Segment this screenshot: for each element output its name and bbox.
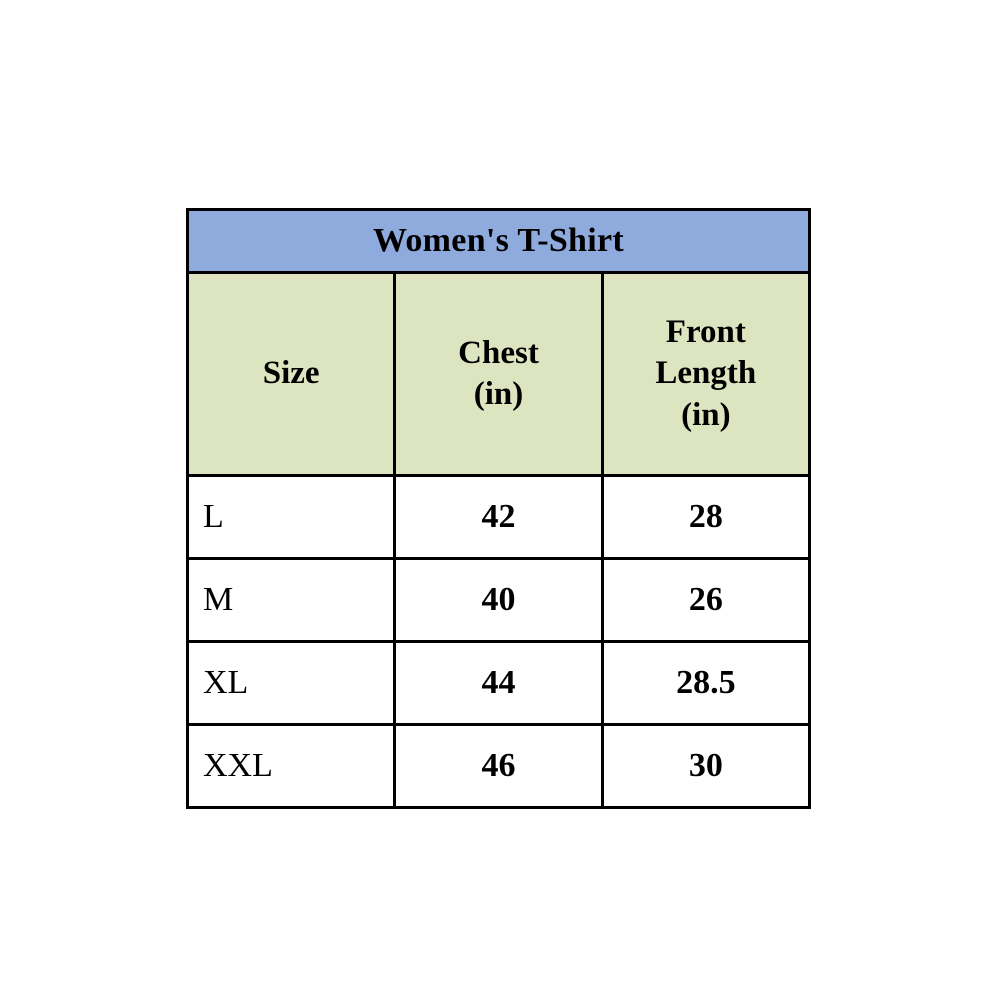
table-row bbox=[188, 725, 810, 808]
cell-chest: 44 bbox=[395, 642, 602, 725]
cell-front-length: 28 bbox=[602, 476, 809, 559]
column-header-chest-line2: (in) bbox=[473, 376, 524, 412]
cell-chest: 42 bbox=[395, 476, 602, 559]
cell-front-length: 26 bbox=[602, 559, 809, 642]
cell-size: M bbox=[188, 559, 395, 642]
column-header-front-length-line2: Length bbox=[655, 355, 757, 392]
cell-size: XL bbox=[188, 642, 395, 725]
table-title: Women's T-Shirt bbox=[188, 210, 810, 273]
size-chart-table bbox=[186, 208, 811, 809]
table-row bbox=[188, 476, 810, 559]
table-header-row bbox=[188, 273, 810, 476]
column-header-front-length bbox=[602, 273, 809, 476]
column-header-size bbox=[188, 273, 395, 476]
column-header-size-line1: Size bbox=[262, 355, 320, 392]
cell-size: L bbox=[188, 476, 395, 559]
cell-size: XXL bbox=[188, 725, 395, 808]
column-header-chest-line1: Chest bbox=[458, 334, 539, 371]
cell-chest: 40 bbox=[395, 559, 602, 642]
column-header-front-length-line1: Front bbox=[665, 314, 746, 351]
table-row bbox=[188, 559, 810, 642]
cell-front-length: 28.5 bbox=[602, 642, 809, 725]
column-header-chest bbox=[395, 273, 602, 476]
column-header-front-length-line3: (in) bbox=[681, 396, 731, 433]
table-row bbox=[188, 642, 810, 725]
cell-chest: 46 bbox=[395, 725, 602, 808]
cell-front-length: 30 bbox=[602, 725, 809, 808]
table-title-row bbox=[188, 210, 810, 273]
